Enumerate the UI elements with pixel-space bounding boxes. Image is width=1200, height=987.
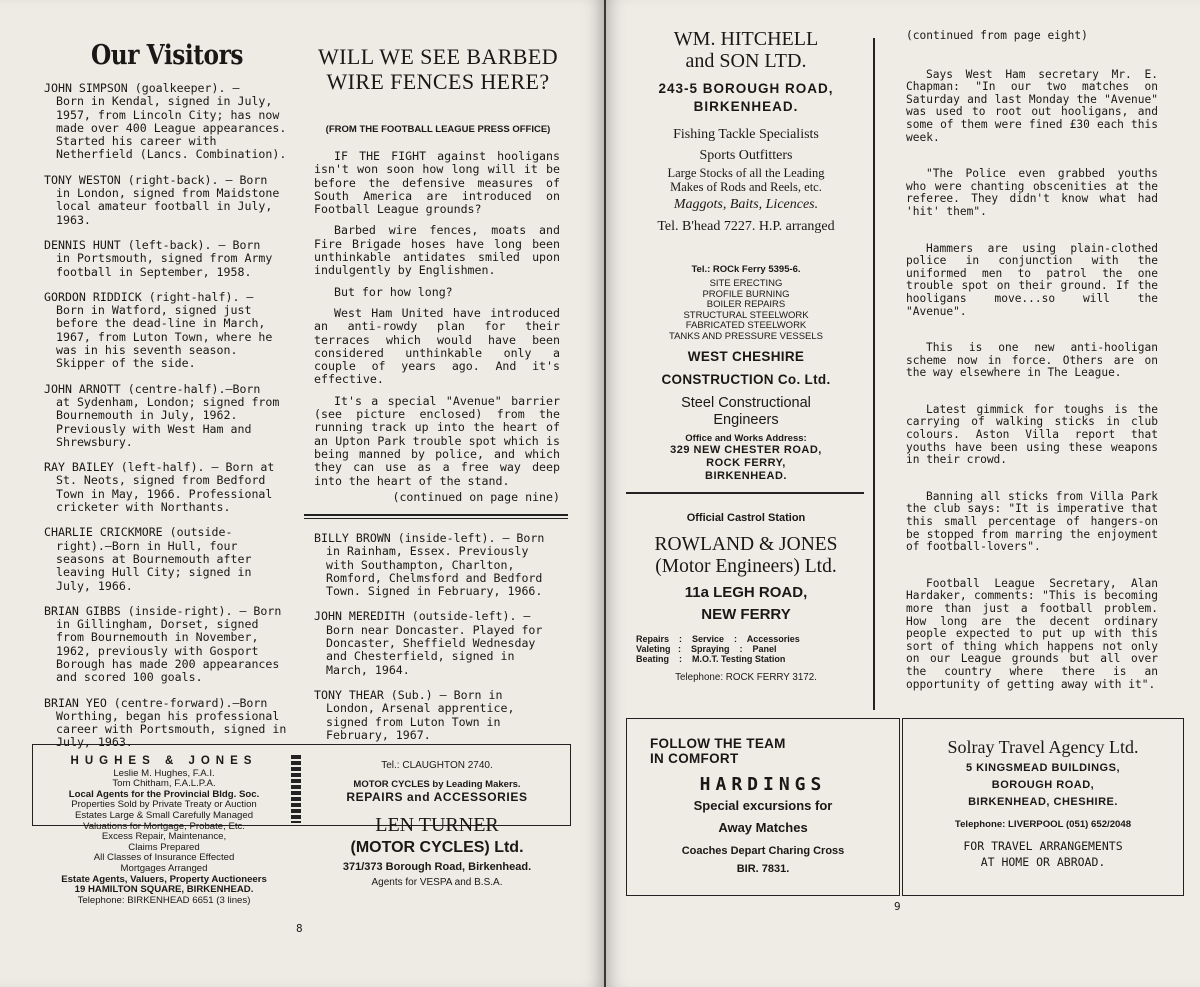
advert-line: Estate Agents, Valuers, Property Auctioneers bbox=[61, 873, 267, 885]
hitchell-advert bbox=[626, 28, 866, 237]
advert-name: ROWLAND & JONES bbox=[654, 534, 838, 555]
advert-address-line: 11a LEGH ROAD, bbox=[684, 584, 808, 601]
advert-service: Beating : M.O.T. Testing Station bbox=[636, 654, 786, 664]
article-paragraph: Football League Secretary, Alan Hardaker, comments: "This is becoming more than just a football problem. How long are the decent ordinary people expected to put up with this sort of thing which happens not only on our League grounds but all over the country where there is an opportunity of getting away with it". bbox=[906, 576, 1158, 691]
advert-line: Large Stocks of all the Leading bbox=[667, 166, 825, 180]
advert-line: All Classes of Insurance Effected bbox=[93, 852, 235, 864]
article-paragraph: Barbed wire fences, moats and Fire Brigade hoses have long been unthinkable antidates smiled upon indulgently by Englishmen. bbox=[314, 223, 560, 278]
advert-line: IN COMFORT bbox=[650, 751, 739, 766]
article-paragraph: "The Police even grabbed youths who were chanting obscenities at the referee. They didn't know what had 'hit' them". bbox=[906, 167, 1158, 218]
advert-line: FOR TRAVEL ARRANGEMENTS bbox=[963, 839, 1123, 853]
player-entry bbox=[44, 526, 290, 592]
rowland-jones-advert bbox=[626, 512, 866, 683]
players-list bbox=[44, 82, 290, 762]
player-name: JOHN MEREDITH (outside-left). — bbox=[314, 609, 531, 624]
advert-line: MOTOR CYCLES by Leading Makers. bbox=[353, 779, 521, 790]
player-entry bbox=[44, 461, 290, 514]
hughes-jones-advert bbox=[36, 756, 292, 906]
advert-name: HUGHES & JONES bbox=[70, 755, 258, 767]
west-cheshire-advert bbox=[626, 264, 866, 483]
advert-line: Coaches Depart Charing Cross bbox=[681, 845, 845, 857]
advert-address-line: 329 NEW CHESTER ROAD, bbox=[670, 443, 822, 456]
player-entry bbox=[44, 174, 290, 227]
advert-line: AT HOME OR ABROAD. bbox=[980, 855, 1106, 869]
len-turner-advert bbox=[306, 760, 568, 888]
divider bbox=[304, 514, 568, 519]
advert-line: Steel Constructional bbox=[681, 394, 811, 411]
advert-name: (Motor Engineers) Ltd. bbox=[655, 556, 837, 577]
advert-service: BOILER REPAIRS bbox=[706, 299, 786, 311]
advert-name: CONSTRUCTION Co. Ltd. bbox=[661, 371, 831, 387]
player-name: RAY BAILEY (left-half). — Born at bbox=[44, 460, 275, 475]
advert-line: Official Castrol Station bbox=[686, 512, 806, 524]
player-entry bbox=[44, 605, 290, 685]
advert-name: LEN TURNER bbox=[375, 814, 499, 836]
advert-address-line: NEW FERRY bbox=[701, 606, 791, 623]
player-bio: Born in Kendal, signed in July, 1957, from Lincoln City; has now made over 400 League appearances. Started his career with Netherfield (Lancs. Combination). bbox=[56, 94, 287, 162]
advert-address-line: BIRKENHEAD. bbox=[705, 469, 787, 482]
advert-tel: Telephone: BIRKENHEAD 6651 (3 lines) bbox=[77, 894, 251, 906]
advert-service: Valeting : Spraying : Panel bbox=[636, 644, 777, 654]
advert-tel: Tel.: CLAUGHTON 2740. bbox=[381, 760, 493, 771]
advert-line: Claims Prepared bbox=[128, 841, 200, 853]
page-number: 9 bbox=[894, 900, 901, 913]
solray-advert bbox=[902, 736, 1184, 870]
article-paragraph: But for how long? bbox=[334, 284, 453, 299]
player-name: GORDON RIDDICK (right-half). — bbox=[44, 289, 254, 304]
advert-name: WM. HITCHELL bbox=[673, 28, 819, 50]
player-entry bbox=[44, 697, 290, 750]
article-source: (FROM THE FOOTBALL LEAGUE PRESS OFFICE) bbox=[325, 124, 551, 135]
advert-tel: Tel. B'head 7227. H.P. arranged bbox=[657, 219, 835, 234]
advert-line: Makes of Rods and Reels, etc. bbox=[670, 180, 822, 194]
advert-line: Local Agents for the Provincial Bldg. Soc. bbox=[68, 788, 260, 800]
advert-line: Leslie M. Hughes, F.A.I. bbox=[113, 767, 215, 779]
player-name: JOHN ARNOTT (centre-half).—Born bbox=[44, 381, 261, 396]
advert-line: 19 HAMILTON SQUARE, BIRKENHEAD. bbox=[74, 884, 254, 896]
player-bio: Born near Doncaster. Played for Doncaster, Sheffield Wednesday and Chesterfield, signed in March, 1964. bbox=[326, 622, 543, 677]
advert-address-line: BOROUGH ROAD, bbox=[991, 779, 1095, 791]
article-paragraph: Latest gimmick for toughs is the carrying of walking sticks in club colours. Aston Villa report that youths have been using these weapons in their crowd. bbox=[906, 402, 1158, 467]
player-bio: London, Arsenal apprentice, signed from Luton Town in February, 1967. bbox=[326, 701, 515, 742]
advert-address-line: ROCK FERRY, bbox=[706, 456, 786, 469]
advert-line: Valuations for Mortgage, Probate, Etc. bbox=[83, 820, 245, 832]
advert-line: Special excursions for bbox=[693, 798, 833, 813]
continued-note: (continued from page eight) bbox=[906, 29, 1088, 42]
page-number: 8 bbox=[296, 922, 303, 935]
advert-line: Engineers bbox=[713, 411, 779, 428]
advert-line: Office and Works Address: bbox=[685, 432, 807, 444]
player-entry bbox=[44, 82, 290, 162]
article-body bbox=[314, 150, 560, 496]
article-paragraph: IF THE FIGHT against hooligans isn't won soon how long will it be before the defensive measures of South America are introduced on Football League grounds? bbox=[314, 149, 560, 217]
article-paragraph: This is one new anti-hooligan scheme now in force. Others are on the way elsewhere in The League. bbox=[906, 341, 1158, 380]
advert-address-line: BIRKENHEAD. bbox=[693, 99, 799, 114]
article-paragraph: West Ham United have introduced an anti-rowdy plan for their terraces which would have been considered unthinkable only a couple of years ago. And it's effective. bbox=[314, 305, 560, 387]
page-right bbox=[606, 0, 1200, 987]
divider bbox=[626, 492, 864, 494]
advert-service: FABRICATED STEELWORK bbox=[685, 320, 807, 332]
advert-tel: Telephone: ROCK FERRY 3172. bbox=[675, 672, 817, 683]
player-name: BILLY BROWN (inside-left). — Born bbox=[314, 531, 545, 545]
advert-tel: Tel.: ROCk Ferry 5395-6. bbox=[691, 264, 801, 275]
continued-note: (continued on page nine) bbox=[392, 490, 560, 504]
article-continuation bbox=[906, 30, 1158, 715]
player-entry bbox=[314, 689, 560, 742]
player-entry bbox=[314, 532, 560, 598]
advert-line: Estates Large & Small Carefully Managed bbox=[74, 809, 254, 821]
advert-name: WEST CHESHIRE bbox=[687, 348, 805, 364]
players-list-continued bbox=[314, 532, 560, 754]
dotted-divider bbox=[291, 755, 301, 823]
advert-line: REPAIRS and ACCESSORIES bbox=[346, 790, 528, 804]
advert-service: SITE ERECTING bbox=[709, 278, 783, 289]
advert-name: (MOTOR CYCLES) Ltd. bbox=[350, 839, 524, 856]
article-title: WILL WE SEE BARBED WIRE FENCES HERE? bbox=[317, 44, 558, 94]
advert-address bbox=[626, 80, 866, 116]
advert-name: Solray Travel Agency Ltd. bbox=[947, 737, 1139, 757]
advert-line: Properties Sold by Private Treaty or Auction bbox=[71, 799, 257, 811]
advert-line: Excess Repair, Maintenance, bbox=[101, 831, 227, 843]
advert-line: Tom Chitham, F.A.L.P.A. bbox=[112, 778, 216, 790]
player-bio: right).—Born in Hull, four seasons at Bournemouth after leaving Hull City; signed in July, 1966. bbox=[56, 538, 252, 593]
player-entry bbox=[44, 239, 290, 279]
advert-tel: BIR. 7831. bbox=[736, 863, 790, 875]
player-bio: St. Neots, signed from Bedford Town in May, 1966. Professional cricketer with Northants. bbox=[56, 473, 273, 515]
advert-address-line: 5 KINGSMEAD BUILDINGS, bbox=[965, 762, 1120, 774]
advert-tel: Telephone: LIVERPOOL (051) 652/2048 bbox=[954, 819, 1132, 830]
player-bio: in Gillingham, Dorset, signed from Bournemouth in November, 1962, previously with Gosport Borough has made 200 appearances and scored 100 goals. bbox=[56, 617, 280, 685]
player-bio: Born in Watford, signed just before the dead-line in March, 1967, from Luton Town, where he was in his seventh season. Skipper of the side. bbox=[56, 303, 273, 371]
player-name: TONY THEAR (Sub.) — Born in bbox=[314, 687, 503, 702]
player-name: DENNIS HUNT (left-back). — Born bbox=[44, 237, 261, 252]
advert-service: TANKS AND PRESSURE VESSELS bbox=[669, 330, 823, 342]
advert-line: Sports Outfitters bbox=[699, 148, 793, 163]
advert-line: Fishing Tackle Specialists bbox=[673, 127, 819, 142]
player-bio: Worthing, began his professional career with Portsmouth, signed in July, 1963. bbox=[56, 708, 287, 750]
advert-service: Repairs : Service : Accessories bbox=[636, 634, 800, 644]
player-name: TONY WESTON (right-back). — Born bbox=[44, 172, 268, 187]
advert-line: Agents for VESPA and B.S.A. bbox=[371, 877, 503, 888]
player-entry bbox=[44, 383, 290, 449]
player-name: CHARLIE CRICKMORE (outside- bbox=[44, 525, 233, 540]
player-bio: in Rainham, Essex. Previously with Southampton, Charlton, Romford, Chelmsford and Bedford Town. Signed in February, 1966. bbox=[326, 544, 543, 599]
player-bio: in London, signed from Maidstone local amateur football in July, 1963. bbox=[56, 186, 280, 227]
advert-address: 371/373 Borough Road, Birkenhead. bbox=[342, 861, 532, 873]
advert-service: PROFILE BURNING bbox=[702, 288, 790, 300]
visitors-title: Our Visitors bbox=[90, 40, 244, 71]
advert-line: FOLLOW THE TEAM bbox=[650, 736, 786, 751]
advert-address-line: 243-5 BOROUGH ROAD, bbox=[658, 81, 834, 96]
article-paragraph: Hammers are using plain-clothed police in conjunction with the uniformed men to patrol the one trouble spot on their ground. If the hooligans move...so will the "Avenue". bbox=[906, 241, 1158, 318]
player-name: BRIAN GIBBS (inside-right). — Born bbox=[44, 603, 282, 618]
advert-address-line: BIRKENHEAD, CHESHIRE. bbox=[968, 796, 1118, 808]
advert-service: STRUCTURAL STEELWORK bbox=[683, 309, 809, 321]
advert-line: Maggots, Baits, Licences. bbox=[673, 197, 819, 212]
player-name: BRIAN YEO (centre-forward).—Born bbox=[44, 695, 268, 710]
hardings-advert bbox=[626, 736, 900, 875]
advert-name: and SON LTD. bbox=[685, 50, 807, 72]
advert-line: Mortgages Arranged bbox=[120, 862, 208, 874]
advert-line: Away Matches bbox=[718, 820, 808, 835]
article-paragraph: Says West Ham secretary Mr. E. Chapman: "In our two matches on Saturday and last Monday the "Avenue" was used to root out hooligans, and some of them were fined £30 each this week. bbox=[906, 67, 1158, 144]
player-entry bbox=[314, 610, 560, 676]
player-entry bbox=[44, 291, 290, 371]
advert-name: HARDINGS bbox=[699, 774, 827, 795]
player-bio: in Portsmouth, signed from Army football in September, 1958. bbox=[56, 251, 273, 279]
player-bio: at Sydenham, London; signed from Bournemouth in July, 1962. Previously with West Ham and Shrewsbury. bbox=[56, 394, 280, 449]
article-paragraph: It's a special "Avenue" barrier (see picture enclosed) from the running track up into the heart of an Upton Park trouble spot which is being manned by police, and which they can use as a free way deep into the heart of the stand. bbox=[314, 393, 560, 488]
column-divider bbox=[873, 38, 875, 710]
article-paragraph: Banning all sticks from Villa Park the club says: "It is imperative that this small percentage of hangers-on be stopped from marring the enjoyment of football-lovers". bbox=[906, 489, 1158, 554]
player-name: JOHN SIMPSON (goalkeeper). — bbox=[44, 81, 240, 95]
